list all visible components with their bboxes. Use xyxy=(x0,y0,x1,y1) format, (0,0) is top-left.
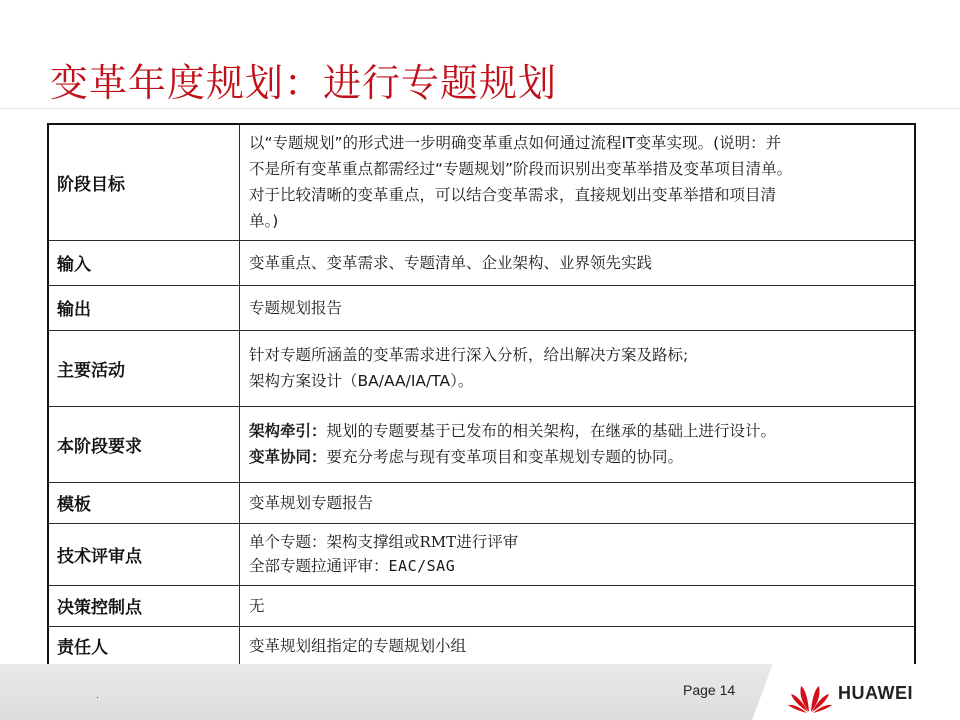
row-content-output xyxy=(240,285,916,330)
content-line: 变革规划专题报告 xyxy=(249,493,374,512)
page-number: Page 14 xyxy=(683,682,736,698)
table-row xyxy=(48,626,915,666)
content-line: 对于比较清晰的变革重点，可以结合变革需求，直接规划出变革举措和项目清 xyxy=(249,186,777,205)
text-segment: 全部专题拉通评审： xyxy=(249,557,389,575)
row-content-requirements xyxy=(240,406,916,482)
content-line: 以“专题规划”的形式进一步明确变革重点如何通过流程IT变革实现。(说明：并 xyxy=(249,134,782,153)
footer-dot: . xyxy=(96,690,100,701)
page-title: 变革年度规划：进行专题规划 xyxy=(50,61,558,105)
text-segment: EAC/SAG xyxy=(388,557,456,575)
table-row xyxy=(48,240,915,285)
table-row xyxy=(48,124,915,240)
phase-plan-table xyxy=(47,123,916,667)
row-content-owner xyxy=(240,626,916,666)
table-row xyxy=(48,482,915,523)
row-label-owner: 责任人 xyxy=(48,626,240,666)
requirement-item xyxy=(249,444,905,470)
row-content-activities xyxy=(240,330,916,406)
row-label-requirements: 本阶段要求 xyxy=(48,406,240,482)
row-label-template: 模板 xyxy=(48,482,240,523)
content-line: 变革重点、变革需求、专题清单、企业架构、业界领先实践 xyxy=(249,253,653,272)
requirement-text: 要充分考虑与现有变革项目和变革规划专题的协同。 xyxy=(326,448,684,466)
row-label-goal: 阶段目标 xyxy=(48,124,240,240)
huawei-petal-icon xyxy=(787,674,833,714)
table-row xyxy=(48,585,915,626)
content-line: 专题规划报告 xyxy=(249,298,343,317)
text-segment: RMT xyxy=(419,533,457,551)
row-content-decision-point xyxy=(240,585,916,626)
row-content-tech-review xyxy=(240,523,916,585)
row-content-template xyxy=(240,482,916,523)
row-content-input xyxy=(240,240,916,285)
content-line: 无 xyxy=(249,596,265,615)
content-line xyxy=(249,530,905,554)
table-row xyxy=(48,523,915,585)
table-row xyxy=(48,330,915,406)
row-content-goal xyxy=(240,124,916,240)
row-label-input: 输入 xyxy=(48,240,240,285)
content-line xyxy=(249,554,905,578)
row-label-tech-review: 技术评审点 xyxy=(48,523,240,585)
content-line: 架构方案设计（BA/AA/IA/TA）。 xyxy=(249,372,474,390)
row-label-output: 输出 xyxy=(48,285,240,330)
table-row xyxy=(48,406,915,482)
requirement-text: 规划的专题要基于已发布的相关架构，在继承的基础上进行设计。 xyxy=(326,422,777,440)
requirement-item xyxy=(249,418,905,444)
content-line: 针对专题所涵盖的变革需求进行深入分析，给出解决方案及路标; xyxy=(249,346,689,364)
table-row xyxy=(48,285,915,330)
requirement-heading: 变革协同： xyxy=(249,448,327,466)
content-line: 单。) xyxy=(249,212,279,231)
content-line: 变革规划组指定的专题规划小组 xyxy=(249,636,467,655)
title-divider xyxy=(0,108,960,109)
text-segment: 单个专题：架构支撑组或 xyxy=(249,533,420,551)
row-label-decision-point: 决策控制点 xyxy=(48,585,240,626)
brand-name: HUAWEI xyxy=(838,683,913,703)
requirement-heading: 架构牵引： xyxy=(249,422,327,440)
row-label-activities: 主要活动 xyxy=(48,330,240,406)
text-segment: 进行评审 xyxy=(456,533,519,551)
content-line: 不是所有变革重点都需经过“专题规划”阶段而识别出变革举措及变革项目清单。 xyxy=(249,160,793,179)
